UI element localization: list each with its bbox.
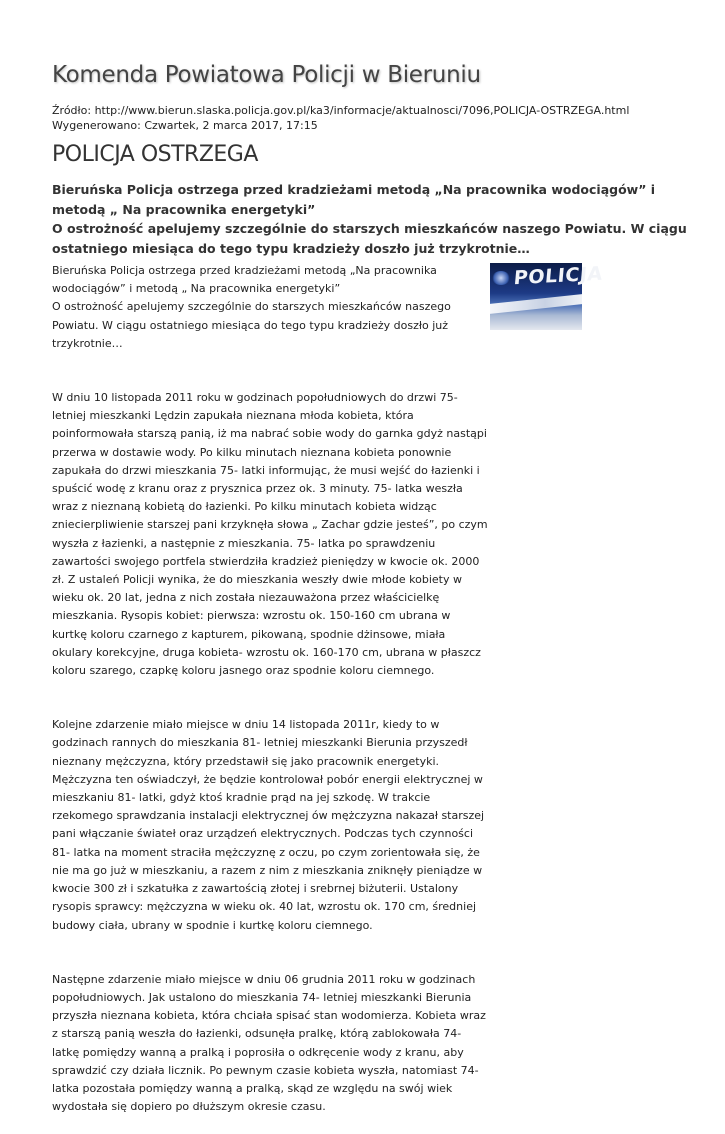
car-stripe [490, 294, 582, 314]
generated-line: Wygenerowano: Czwartek, 2 marca 2017, 17:15 [52, 119, 318, 132]
lead-paragraph: O ostrożność apelujemy szczególnie do starszych mieszkańców naszego Powiatu. W ciągu ostatniego miesiąca do tego typu kradzieży doszło już trzykrotnie… [52, 221, 687, 256]
intro-paragraph: Bieruńska Policja ostrzega przed kradzieżami metodą „Na pracownika wodociągów” i metodą „ Na pracownika energetyki” [52, 264, 437, 296]
body-paragraph: Następne zdarzenie miało miejsce w dniu 06 grudnia 2011 roku w godzinach popołudniowych. Jak ustalono do mieszkania 74- letniej mieszkanki Bierunia przyszła nieznana kobieta, która chciała spisać stan wodomierza. Kobieta wraz z starszą panią weszła do łazienki, odsunęła pralkę, którą zablokowała 74- latkę pomiędzy wanną a pralką i poprosiła o odkręcenie wody z kranu, aby sprawdzić czy działa licznik. Po pewnym czasie kobieta wyszła, natomiast 74- latka pozostała pomiędzy wanną a pralką, skąd ze względu na swój wiek wydostała się dopiero po dłuższym okresie czasu. [52, 972, 486, 1114]
lead-paragraph: Bieruńska Policja ostrzega przed kradzieżami metodą „Na pracownika wodociągów” i metodą „ Na pracownika energetyki” [52, 182, 656, 217]
article-body [52, 262, 488, 1134]
article-title: POLICJA OSTRZEGA [52, 142, 258, 167]
document-meta [52, 103, 629, 133]
body-paragraph: Kolejne zdarzenie miało miejsce w dniu 14 listopada 2011r, kiedy to w godzinach rannych do mieszkania 81- letniej mieszkanki Bierunia przyszedł nieznany mężczyzna, który przedstawił się jako pracownik energetyki. Mężczyzna ten oświadczył, że będzie kontrolował pobór energii elektrycznej w mieszkaniu 81- latki, gdyż ktoś kradnie prąd na jej szkodę. W trakcie rzekomego sprawdzania instalacji elektrycznej ów mężczyzna nakazał starszej pani włączanie świateł oraz urządzeń elektrycznych. Podczas tych czynności 81- latka na moment straciła mężczyznę z oczu, po czym zorientowała się, że nie ma go już w mieszkaniu, a razem z nim z mieszkania zniknęły pieniądze w kwocie 300 zł i szkatułka z zawartością złotej i srebrnej biżuterii. Ustalony rysopis sprawcy: mężczyzna w wieku ok. 40 lat, wzrostu ok. 170 cm, średniej budowy ciała, ubrany w spodnie i kurtkę koloru ciemnego. [52, 718, 485, 932]
source-line: Źródło: http://www.bierun.slaska.policja.gov.pl/ka3/informacje/aktualnosci/7096,POLICJA-OSTRZEGA.html [52, 104, 630, 117]
siren-light-icon [492, 271, 510, 285]
body-paragraph: W dniu 10 listopada 2011 roku w godzinach popołudniowych do drzwi 75- letniej mieszkanki Lędzin zapukała nieznana młoda kobieta, która poinformowała starszą panią, iż ma nabrać sobie wody do garnka gdyż nastąpi przerwa w dostawie wody. Po kilku minutach nieznana kobieta ponownie zapukała do drzwi mieszkania 75- latki informując, że musi wejść do łazienki i spuścić wodę z kranu oraz z prysznica przez ok. 3 minuty. 75- latka weszła wraz z nieznaną kobietą do łazienki. Po kilku minutach kobieta widząc zniecierpliwienie starszej pani krzyknęła słowa „ Zachar gdzie jesteś”, po czym wyszła z łazienki, a następnie z mieszkania. 75- latka po sprawdzeniu zawartości swojego portfela stwierdziła kradzież pieniędzy w kwocie ok. 2000 zł. Z ustaleń Policji wynika, że do mieszkania weszły dwie młode kobiety w wieku ok. 20 lat, jedna z nich została niezauważona przez właścicielkę mieszkania. Rysopis kobiet: pierwsza: wzrostu ok. 150-160 cm ubrana w kurtkę koloru czarnego z kapturem, pikowaną, spodnie dżinsowe, miała okulary korekcyjne, druga kobieta- wzrostu ok. 160-170 cm, ubrana w płaszcz koloru szarego, czapkę koloru jasnego oraz spodnie koloru ciemnego. [52, 391, 488, 678]
intro-paragraph: O ostrożność apelujemy szczególnie do starszych mieszkańców naszego Powiatu. W ciągu ostatniego miesiąca do tego typu kradzieży doszło już trzykrotnie… [52, 300, 451, 350]
police-lettering: POLICJA [512, 262, 604, 290]
police-car-photo [490, 262, 604, 330]
article-lead [52, 180, 688, 258]
site-title: Komenda Powiatowa Policji w Bieruniu [52, 62, 481, 88]
